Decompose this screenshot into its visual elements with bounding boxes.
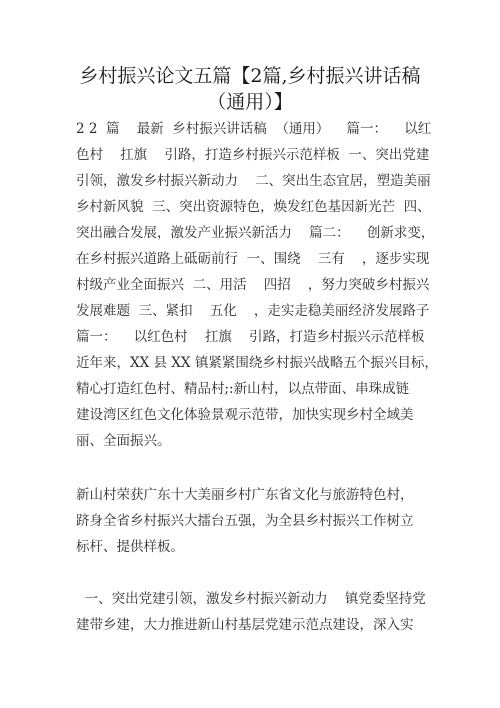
body-text-line: 建设湾区红色文化体验景观示范带，加快实现乡村全域美 — [76, 407, 414, 423]
body-text-line: 突出融合发展，激发产业振兴新活力 篇二： 创新求变， — [76, 225, 435, 241]
body-text-line: 乡村新风貌 三、突出资源特色，焕发红色基因新光芒 四、 — [76, 199, 431, 215]
body-text-line: 篇一： 以红色村 扛旗 引路，打造乡村振兴示范样板 — [76, 329, 425, 345]
body-text-line: 精心打造红色村、精品村;:新山村，以点带面、串珠成链 — [76, 381, 410, 397]
document-title-line-2: （通用）】 — [207, 91, 293, 113]
body-text-line: 建带乡建，大力推进新山村基层党建示范点建设，深入实 — [76, 617, 414, 633]
document-title-line-1: 乡村振兴论文五篇【2篇,乡村振兴讲话稿 — [79, 65, 421, 87]
body-text-line: 近年来，XX 县 XX 镇紧紧围绕乡村振兴战略五个振兴目标， — [76, 355, 438, 371]
body-text-line: 在乡村振兴道路上砥砺前行 一、围绕 三有 ，逐步实现 — [76, 251, 430, 267]
body-text-line: 2 2 篇 最新 乡村振兴讲话稿 （通用） 篇一： 以红 — [76, 121, 432, 137]
body-text-line: 丽、全面振兴。 — [76, 433, 171, 449]
body-text-line: 色村 扛旗 引路，打造乡村振兴示范样板 一、突出党建 — [76, 147, 430, 163]
body-text-line: 一、突出党建引领，激发乡村振兴新动力 镇党委坚持党 — [76, 591, 426, 607]
body-text-line: 标杆、提供样板。 — [76, 539, 184, 555]
body-text-line: 跻身全省乡村振兴大擂台五强，为全县乡村振兴工作树立 — [76, 513, 414, 529]
body-text-line: 新山村荣获广东十大美丽乡村广东省文化与旅游特色村， — [76, 487, 414, 503]
body-text-line: 发展难题 三、紧扣 五化 ，走实走稳美丽经济发展路子 — [76, 303, 430, 319]
body-text-line: 引领，激发乡村振兴新动力 二、突出生态宜居，塑造美丽 — [76, 173, 431, 189]
body-text-line: 村级产业全面振兴 二、用活 四招 ，努力突破乡村振兴 — [76, 277, 430, 293]
